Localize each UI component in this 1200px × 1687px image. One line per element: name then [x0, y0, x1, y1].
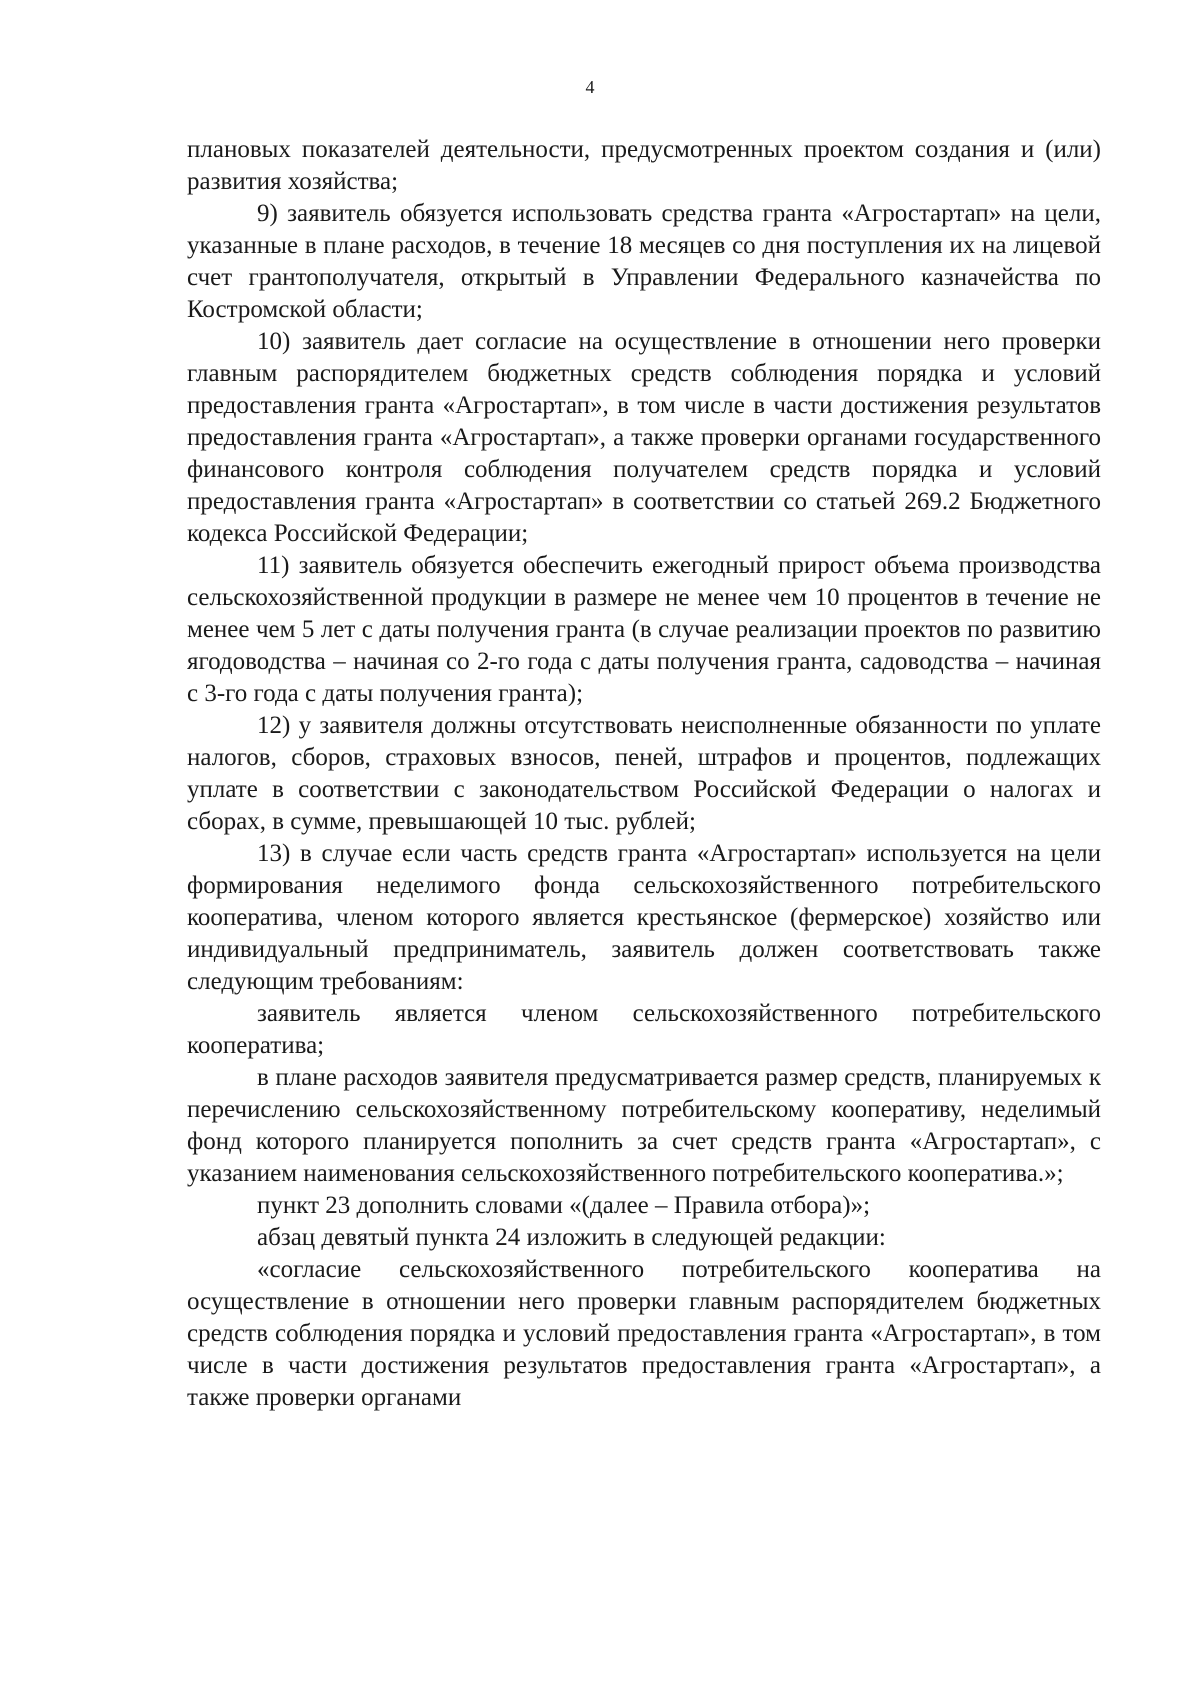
paragraph-item-9: 9) заявитель обязуется использовать средства гранта «Агростартап» на цели, указанные в плане расходов, в течение 18 месяцев со дня поступления их на лицевой счет грантополучателя, открытый в Управлении Федерального казначейства по Костромской области; — [187, 200, 1101, 323]
paragraph-item-11: 11) заявитель обязуется обеспечить ежегодный прирост объема производства сельскохозяйственной продукции в размере не менее чем 10 процентов в течение не менее чем 5 лет с даты получения гранта (в случае реализации проектов по развитию ягодоводства – начиная со 2-го года с даты получения гранта, садоводства – начиная с 3-го года с даты получения гранта); — [187, 552, 1101, 707]
paragraph-item-12: 12) у заявителя должны отсутствовать неисполненные обязанности по уплате налогов, сборов, страховых взносов, пеней, штрафов и процентов, подлежащих уплате в соответствии с законодательством Российской Федерации о налогах и сборах, в сумме, превышающей 10 тыс. рублей; — [187, 712, 1101, 835]
paragraph-requirement-expenses: в плане расходов заявителя предусматривается размер средств, планируемых к перечислению сельскохозяйственному потребительскому кооперативу, неделимый фонд которого планируется пополнить за счет средств гранта «Агростартап», с указанием наименования сельскохозяйственного потребительского кооператива.»; — [187, 1064, 1101, 1187]
paragraph-item-13: 13) в случае если часть средств гранта «Агростартап» используется на цели формирования неделимого фонда сельскохозяйственного потребительского кооператива, членом которого является крестьянское (фермерское) хозяйство или индивидуальный предприниматель, заявитель должен соответствовать также следующим требованиям: — [187, 840, 1101, 995]
paragraph-amendment-24: абзац девятый пункта 24 изложить в следующей редакции: — [257, 1224, 886, 1251]
paragraph-amendment-23: пункт 23 дополнить словами «(далее – Правила отбора)»; — [257, 1192, 871, 1219]
paragraph-continuation: плановых показателей деятельности, предусмотренных проектом создания и (или) развития хозяйства; — [187, 136, 1101, 195]
paragraph-consent-quote: «согласие сельскохозяйственного потребительского кооператива на осуществление в отношении него проверки главным распорядителем бюджетных средств соблюдения порядка и условий предоставления гранта «Агростартап», в том числе в части достижения результатов предоставления гранта «Агростартап», а также проверки органами — [187, 1256, 1101, 1411]
page-number: 4 — [585, 77, 595, 97]
paragraph-item-10: 10) заявитель дает согласие на осуществление в отношении него проверки главным распорядителем бюджетных средств соблюдения порядка и условий предоставления гранта «Агростартап», в том числе в части достижения результатов предоставления гранта «Агростартап», а также проверки органами государственного финансового контроля соблюдения получателем средств порядка и условий предоставления гранта «Агростартап» в соответствии со статьей 269.2 Бюджетного кодекса Российской Федерации; — [187, 328, 1101, 547]
document-body — [187, 134, 1101, 1414]
paragraph-requirement-member: заявитель является членом сельскохозяйственного потребительского кооператива; — [187, 1000, 1101, 1059]
